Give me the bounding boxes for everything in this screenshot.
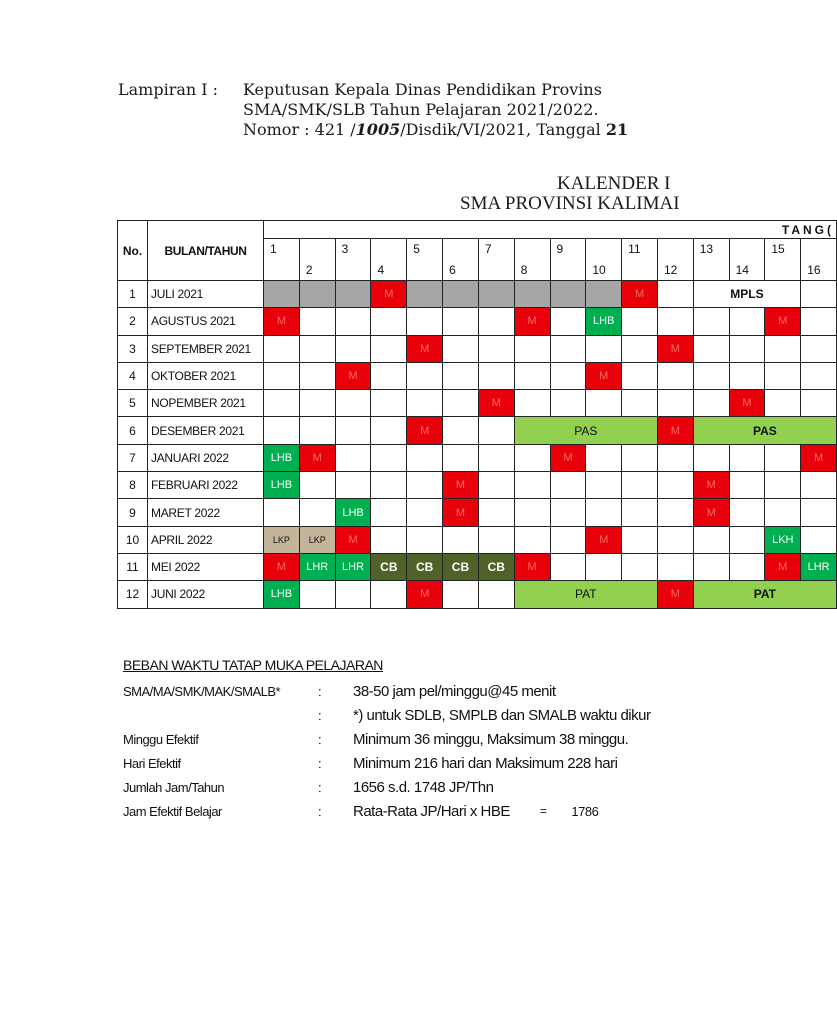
calendar-table-container (117, 220, 834, 607)
event-cell: LKH (765, 526, 801, 553)
event-cell: LHB (264, 581, 300, 608)
table-row (118, 444, 837, 471)
day-cell (550, 308, 586, 335)
day-cell (299, 499, 335, 526)
header-no: No. (118, 221, 148, 281)
day-cell (478, 335, 514, 362)
day-cell (550, 526, 586, 553)
day-number: 5 (413, 242, 420, 256)
beban-row (123, 799, 650, 823)
event-cell: LHB (264, 472, 300, 499)
day-header-9 (550, 239, 586, 281)
day-header-15 (765, 239, 801, 281)
header-bulan-tahun: BULAN/TAHUN (148, 221, 264, 281)
nomor-suffix: /Disdik/VI/2021, Tanggal (400, 120, 606, 139)
day-cell (299, 362, 335, 389)
beban-row (123, 775, 650, 799)
day-cell (371, 362, 407, 389)
day-cell (765, 444, 801, 471)
day-cell (801, 472, 837, 499)
day-number: 8 (520, 263, 528, 277)
header-tanggal: TANG( (264, 221, 837, 239)
event-cell (478, 281, 514, 308)
beban-result: 1786 (571, 803, 599, 819)
table-row (118, 581, 837, 608)
event-cell: CB (478, 553, 514, 580)
beban-key: Jam Efektif Belajar (123, 803, 222, 819)
day-cell (765, 499, 801, 526)
event-cell (586, 281, 622, 308)
holiday-cell: M (693, 499, 729, 526)
day-cell (729, 472, 765, 499)
day-cell (443, 390, 479, 417)
month-label: NOPEMBER 2021 (148, 390, 264, 417)
row-number: 5 (118, 390, 148, 417)
day-number: 10 (592, 263, 606, 277)
day-cell (264, 335, 300, 362)
exam-period-cell: PAS (514, 417, 657, 444)
beban-row (123, 751, 650, 775)
row-number: 8 (118, 472, 148, 499)
day-cell (443, 417, 479, 444)
day-header-10 (586, 239, 622, 281)
beban-colon: : (318, 803, 322, 819)
row-number: 10 (118, 526, 148, 553)
day-cell (514, 390, 550, 417)
table-row (118, 499, 837, 526)
day-cell (657, 499, 693, 526)
day-cell (514, 444, 550, 471)
mpls-cell: MPLS (693, 281, 800, 308)
day-cell (371, 472, 407, 499)
event-cell: CB (443, 553, 479, 580)
day-cell (514, 335, 550, 362)
beban-key: SMA/MA/SMK/MAK/SMALB* (123, 683, 281, 699)
day-cell (693, 390, 729, 417)
day-cell (478, 417, 514, 444)
tanggal-number: 21 (605, 120, 629, 139)
day-cell (407, 390, 443, 417)
day-cell (657, 281, 693, 308)
day-cell (443, 444, 479, 471)
row-number: 12 (118, 581, 148, 608)
day-cell (264, 499, 300, 526)
day-cell (550, 472, 586, 499)
table-row (118, 308, 837, 335)
day-cell (443, 308, 479, 335)
day-cell (299, 417, 335, 444)
beban-colon: : (318, 755, 322, 771)
day-number: 1 (270, 242, 277, 256)
day-cell (657, 472, 693, 499)
day-cell (765, 335, 801, 362)
day-cell (765, 362, 801, 389)
day-header-11 (622, 239, 658, 281)
day-cell (801, 526, 837, 553)
day-cell (657, 362, 693, 389)
day-header-16 (801, 239, 837, 281)
day-cell (801, 308, 837, 335)
day-cell (371, 417, 407, 444)
day-cell (371, 499, 407, 526)
holiday-cell: M (514, 308, 550, 335)
event-cell (443, 281, 479, 308)
table-row (118, 362, 837, 389)
row-number: 11 (118, 553, 148, 580)
day-header-3 (335, 239, 371, 281)
exam-period-cell: PAS (693, 417, 836, 444)
day-cell (478, 308, 514, 335)
day-number: 14 (735, 263, 749, 277)
day-header-2 (299, 239, 335, 281)
day-cell (264, 417, 300, 444)
day-header-13 (693, 239, 729, 281)
day-header-4 (371, 239, 407, 281)
beban-value: Rata-Rata JP/Hari x HBE (353, 802, 510, 820)
day-cell (478, 499, 514, 526)
day-cell (693, 308, 729, 335)
event-cell: CB (371, 553, 407, 580)
day-number: 11 (628, 242, 641, 256)
event-cell (550, 281, 586, 308)
lampiran-label: Lampiran I : (118, 80, 219, 99)
row-number: 3 (118, 335, 148, 362)
holiday-cell: M (657, 335, 693, 362)
day-cell (299, 390, 335, 417)
month-label: APRIL 2022 (148, 526, 264, 553)
day-cell (586, 444, 622, 471)
day-header-1 (264, 239, 300, 281)
day-cell (335, 335, 371, 362)
day-cell (693, 335, 729, 362)
day-cell (299, 335, 335, 362)
beban-title: BEBAN WAKTU TATAP MUKA PELAJARAN (123, 657, 383, 673)
day-number: 7 (484, 242, 492, 256)
day-cell (514, 526, 550, 553)
day-cell (622, 390, 658, 417)
day-cell (622, 308, 658, 335)
day-cell (622, 526, 658, 553)
day-cell (478, 526, 514, 553)
holiday-cell: M (550, 444, 586, 471)
month-label: MARET 2022 (148, 499, 264, 526)
exam-period-cell: PAT (693, 581, 836, 608)
day-cell (622, 362, 658, 389)
holiday-cell: M (335, 526, 371, 553)
day-cell (693, 553, 729, 580)
month-label: JUNI 2022 (148, 581, 264, 608)
day-cell (443, 335, 479, 362)
day-header-5 (407, 239, 443, 281)
day-cell (371, 444, 407, 471)
event-cell (299, 281, 335, 308)
header-line-1: Keputusan Kepala Dinas Pendidikan Provins (243, 80, 602, 99)
holiday-cell: M (478, 390, 514, 417)
nomor-prefix: Nomor : 421 / (243, 120, 356, 139)
nomor-number: 1005 (355, 120, 401, 139)
day-cell (335, 390, 371, 417)
holiday-cell: M (622, 281, 658, 308)
table-row (118, 553, 837, 580)
month-label: DESEMBER 2021 (148, 417, 264, 444)
day-cell (550, 499, 586, 526)
holiday-cell: M (264, 308, 300, 335)
day-cell (371, 335, 407, 362)
holiday-cell: M (407, 581, 443, 608)
day-cell (729, 444, 765, 471)
day-cell (729, 553, 765, 580)
month-label: JULI 2021 (148, 281, 264, 308)
day-cell (622, 553, 658, 580)
day-cell (657, 308, 693, 335)
day-cell (514, 499, 550, 526)
table-row (118, 335, 837, 362)
row-number: 7 (118, 444, 148, 471)
beban-value: *) untuk SDLB, SMPLB dan SMALB waktu dikur (353, 706, 651, 724)
day-cell (514, 472, 550, 499)
event-cell: LHB (264, 444, 300, 471)
month-label: OKTOBER 2021 (148, 362, 264, 389)
row-number: 2 (118, 308, 148, 335)
month-label: JANUARI 2022 (148, 444, 264, 471)
table-row (118, 417, 837, 444)
day-cell (693, 526, 729, 553)
day-cell (729, 362, 765, 389)
holiday-cell: M (586, 526, 622, 553)
event-cell: LKP (299, 526, 335, 553)
beban-row (123, 703, 650, 727)
day-cell (335, 417, 371, 444)
day-number: 9 (556, 242, 564, 256)
holiday-cell: M (586, 362, 622, 389)
day-number: 13 (699, 242, 714, 256)
beban-row (123, 679, 650, 703)
day-cell (622, 335, 658, 362)
month-label: MEI 2022 (148, 553, 264, 580)
day-cell (657, 390, 693, 417)
month-label: AGUSTUS 2021 (148, 308, 264, 335)
beban-equals: = (539, 804, 547, 818)
day-number: 12 (663, 263, 678, 277)
calendar-table (117, 220, 837, 609)
holiday-cell: M (371, 281, 407, 308)
beban-value: 38-50 jam pel/minggu@45 menit (353, 682, 556, 700)
day-cell (478, 362, 514, 389)
day-number: 3 (341, 242, 349, 256)
day-header-8 (514, 239, 550, 281)
day-cell (264, 390, 300, 417)
day-cell (801, 499, 837, 526)
day-number: 6 (449, 263, 456, 277)
holiday-cell: M (801, 444, 837, 471)
holiday-cell: M (335, 362, 371, 389)
beban-colon: : (318, 779, 322, 795)
row-number: 6 (118, 417, 148, 444)
event-cell (264, 281, 300, 308)
document-header (118, 80, 628, 140)
holiday-cell: M (765, 553, 801, 580)
day-cell (801, 362, 837, 389)
header-line-2: SMA/SMK/SLB Tahun Pelajaran 2021/2022. (243, 100, 599, 119)
day-cell (478, 472, 514, 499)
day-cell (586, 390, 622, 417)
day-cell (657, 526, 693, 553)
event-cell: LHB (335, 499, 371, 526)
event-cell: LHB (586, 308, 622, 335)
event-cell (335, 281, 371, 308)
beban-key: Hari Efektif (123, 755, 181, 771)
day-cell (299, 472, 335, 499)
day-cell (729, 526, 765, 553)
row-number: 9 (118, 499, 148, 526)
holiday-cell: M (657, 417, 693, 444)
day-cell (550, 553, 586, 580)
day-cell (729, 499, 765, 526)
day-cell (478, 444, 514, 471)
table-row (118, 390, 837, 417)
day-cell (765, 472, 801, 499)
exam-period-cell: PAT (514, 581, 657, 608)
day-cell (550, 362, 586, 389)
holiday-cell: M (443, 472, 479, 499)
day-cell (801, 335, 837, 362)
holiday-cell: M (407, 417, 443, 444)
beban-key: Jumlah Jam/Tahun (123, 779, 225, 795)
day-cell (407, 444, 443, 471)
event-cell: LHR (801, 553, 837, 580)
day-cell (586, 472, 622, 499)
day-cell (371, 390, 407, 417)
day-cell (371, 581, 407, 608)
event-cell: LKP (264, 526, 300, 553)
beban-value: Minimum 216 hari dan Maksimum 228 hari (353, 754, 618, 772)
day-cell (693, 362, 729, 389)
month-label: SEPTEMBER 2021 (148, 335, 264, 362)
day-cell (801, 390, 837, 417)
beban-key: Minggu Efektif (123, 731, 199, 747)
table-row (118, 526, 837, 553)
day-cell (657, 553, 693, 580)
day-cell (335, 472, 371, 499)
row-number: 1 (118, 281, 148, 308)
table-row (118, 281, 837, 308)
day-number: 15 (771, 242, 785, 256)
day-cell (586, 499, 622, 526)
day-cell (729, 335, 765, 362)
event-cell: CB (407, 553, 443, 580)
day-cell (693, 444, 729, 471)
day-cell (550, 335, 586, 362)
day-cell (657, 444, 693, 471)
day-cell (622, 472, 658, 499)
day-header-14 (729, 239, 765, 281)
event-cell (407, 281, 443, 308)
event-cell (514, 281, 550, 308)
day-cell (371, 526, 407, 553)
beban-colon: : (318, 707, 322, 723)
beban-section (123, 657, 650, 823)
holiday-cell: M (514, 553, 550, 580)
day-cell (586, 553, 622, 580)
day-cell (407, 499, 443, 526)
day-cell (443, 362, 479, 389)
day-cell (729, 308, 765, 335)
day-cell (407, 472, 443, 499)
table-row (118, 472, 837, 499)
day-cell (478, 581, 514, 608)
beban-colon: : (318, 731, 322, 747)
day-cell (622, 499, 658, 526)
day-cell (443, 526, 479, 553)
calendar-title: KALENDER I (557, 173, 671, 194)
day-cell (407, 362, 443, 389)
day-header-6 (443, 239, 479, 281)
event-cell: LHR (299, 553, 335, 580)
day-cell (299, 581, 335, 608)
holiday-cell: M (299, 444, 335, 471)
day-cell (514, 362, 550, 389)
holiday-cell: M (693, 472, 729, 499)
day-header-12 (657, 239, 693, 281)
holiday-cell: M (407, 335, 443, 362)
day-cell (586, 335, 622, 362)
day-cell (622, 444, 658, 471)
beban-value: 1656 s.d. 1748 JP/Thn (353, 778, 494, 796)
beban-value: Minimum 36 minggu, Maksimum 38 minggu. (353, 730, 629, 748)
holiday-cell: M (264, 553, 300, 580)
day-cell (407, 526, 443, 553)
beban-row (123, 727, 650, 751)
day-cell (801, 281, 837, 308)
beban-colon: : (318, 683, 322, 699)
day-cell (443, 581, 479, 608)
holiday-cell: M (765, 308, 801, 335)
day-number: 16 (807, 263, 821, 277)
day-header-7 (478, 239, 514, 281)
event-cell: LHR (335, 553, 371, 580)
calendar-subtitle: SMA PROVINSI KALIMAI (460, 193, 680, 214)
day-cell (335, 308, 371, 335)
holiday-cell: M (443, 499, 479, 526)
row-number: 4 (118, 362, 148, 389)
holiday-cell: M (657, 581, 693, 608)
day-cell (335, 444, 371, 471)
day-cell (335, 581, 371, 608)
day-cell (299, 308, 335, 335)
day-cell (550, 390, 586, 417)
holiday-cell: M (729, 390, 765, 417)
day-cell (765, 390, 801, 417)
day-number: 2 (305, 263, 313, 277)
day-cell (371, 308, 407, 335)
day-cell (264, 362, 300, 389)
month-label: FEBRUARI 2022 (148, 472, 264, 499)
day-number: 4 (377, 263, 385, 277)
day-cell (407, 308, 443, 335)
